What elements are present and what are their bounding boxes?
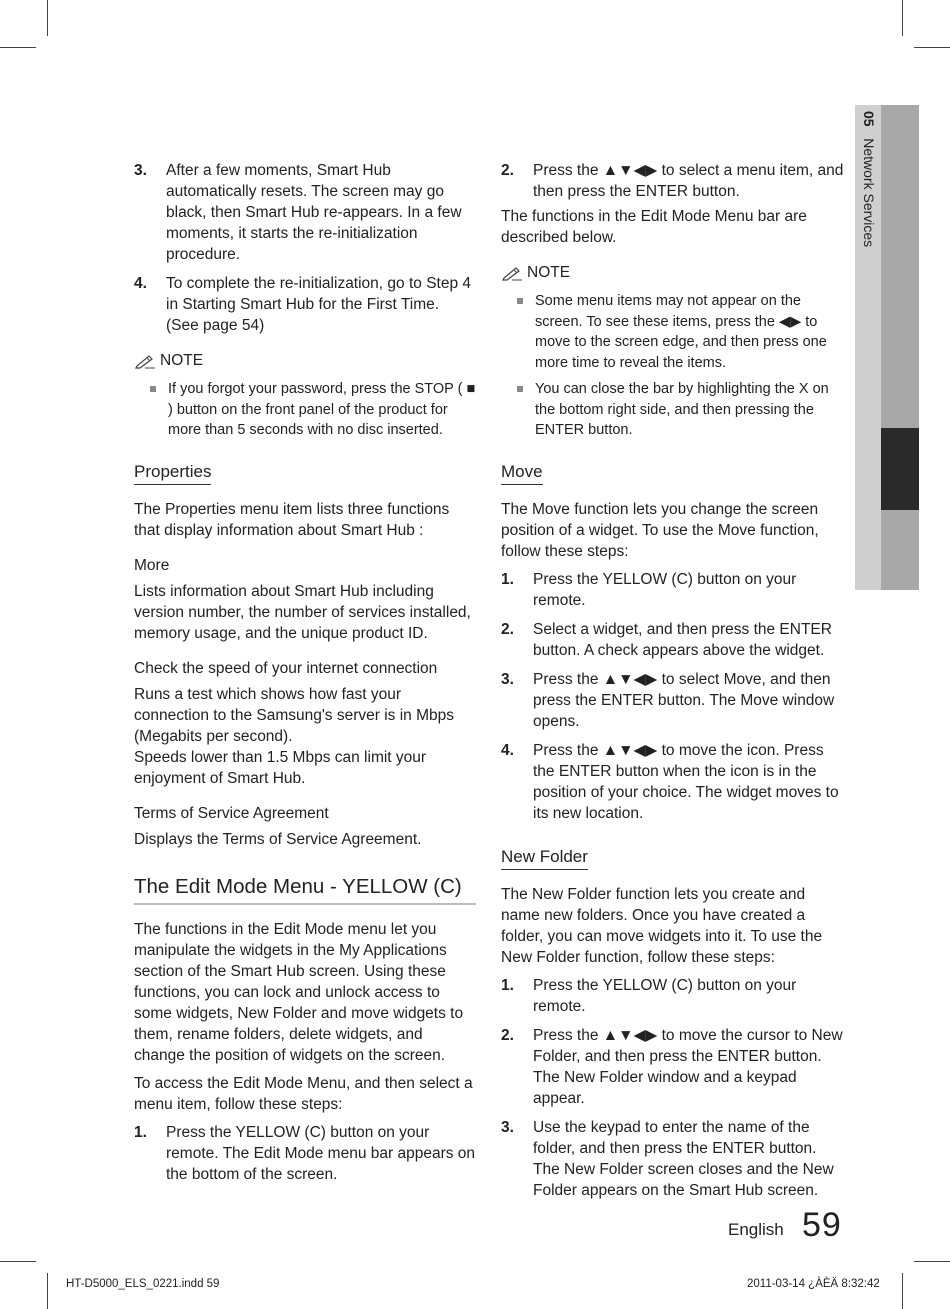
list-item [501, 740, 845, 824]
list-item [501, 569, 845, 611]
left-column [134, 160, 476, 1193]
subheading-speed: Check the speed of your internet connection [134, 659, 438, 677]
subheading-more: More [134, 556, 170, 574]
step-text: Press the ▲▼◀▶ to select a menu item, and then press the ENTER button. [533, 162, 844, 200]
note-label: NOTE [160, 352, 204, 369]
step-text: Press the YELLOW (C) button on your remote. [533, 976, 797, 1015]
list-item [501, 1117, 845, 1201]
step-number: 2. [501, 620, 514, 638]
paragraph: The functions in the Edit Mode menu let you manipulate the widgets in the My Applications section of the Smart Hub screen. Using these functions, you can lock and unlock access to some widgets, New Folder and move widgets to them, rename folders, delete widgets, and change the position of widgets on the screen. [134, 920, 464, 1064]
step-text: Press the ▲▼◀▶ to move the cursor to New Folder, and then press the ENTER button. The New Folder window and a keypad appear. [533, 1026, 843, 1107]
step-text: Use the keypad to enter the name of the folder, and then press the ENTER button. The New Folder screen closes and the New Folder appears on the Smart Hub screen. [533, 1118, 834, 1199]
list-item [134, 1122, 476, 1185]
file-slug: HT-D5000_ELS_0221.indd 59 [66, 1278, 220, 1290]
list-item [134, 273, 476, 336]
section-heading-new-folder: New Folder [501, 846, 588, 870]
crop-mark [47, 1273, 48, 1309]
note-text: If you forgot your password, press the STOP ( ■ ) button on the front panel of the product for more than 5 seconds with no disc inserted. [168, 381, 476, 438]
crop-mark [914, 47, 950, 48]
crop-mark [902, 0, 903, 36]
step-text: Press the YELLOW (C) button on your remote. The Edit Mode menu bar appears on the bottom of the screen. [166, 1123, 476, 1183]
paragraph: The functions in the Edit Mode Menu bar are described below. [501, 208, 807, 246]
step-text: Press the ▲▼◀▶ to move the icon. Press the ENTER button when the icon is in the position of your choice. The widget moves to its new location. [533, 741, 839, 822]
paragraph: Runs a test which shows how fast your connection to the Samsung's server is in Mbps (Megabits per second). [134, 685, 455, 745]
note-text: You can close the bar by highlighting the X on the bottom right side, and then pressing the ENTER button. [535, 381, 829, 438]
note-item [134, 379, 476, 441]
list-item [501, 160, 845, 202]
footer-language: English [728, 1220, 784, 1239]
crop-mark [914, 1261, 950, 1262]
page-number: 59 [802, 1206, 842, 1244]
step-number: 3. [134, 162, 147, 179]
crop-mark [0, 47, 36, 48]
step-number: 4. [134, 275, 147, 292]
note-item [501, 379, 845, 441]
note-label: NOTE [527, 264, 571, 281]
step-text: Select a widget, and then press the ENTER button. A check appears above the widget. [533, 620, 832, 659]
list-item [501, 975, 845, 1017]
list-item [134, 160, 476, 265]
square-bullet-icon [134, 379, 168, 441]
side-tab-marker [881, 428, 919, 510]
paragraph: The New Folder function lets you create and name new folders. Once you have created a folder, you can move widgets into it. To use the New Folder function, follow these steps: [501, 885, 823, 966]
square-bullet-icon [501, 291, 535, 373]
chapter-label-text: 05 Network Services [861, 111, 877, 248]
paragraph: Speeds lower than 1.5 Mbps can limit your enjoyment of Smart Hub. [134, 748, 427, 787]
crop-mark [902, 1273, 903, 1309]
step-text: To complete the re-initialization, go to Step 4 in Starting Smart Hub for the First Time. (See page 54) [166, 275, 472, 334]
pencil-note-icon [134, 353, 156, 369]
step-text: Press the YELLOW (C) button on your remote. [533, 570, 797, 609]
step-number: 2. [501, 162, 514, 179]
step-number: 3. [501, 670, 514, 688]
note-item [501, 291, 845, 373]
paragraph: Displays the Terms of Service Agreement. [134, 830, 422, 848]
crop-mark [0, 1261, 36, 1262]
step-number: 4. [501, 741, 514, 759]
paragraph: The Move function lets you change the screen position of a widget. To use the Move function, follow these steps: [501, 500, 819, 560]
chapter-label [855, 111, 881, 311]
pencil-note-icon [501, 265, 523, 281]
step-number: 3. [501, 1118, 514, 1136]
section-heading-properties: Properties [134, 461, 211, 485]
chapter-side-tab [855, 105, 919, 590]
step-text: Press the ▲▼◀▶ to select Move, and then press the ENTER button. The Move window opens. [533, 670, 835, 730]
right-column [501, 160, 845, 1209]
list-item [501, 619, 845, 661]
note-text: Some menu items may not appear on the screen. To see these items, press the ◀▶ to move to the screen edge, and then press one more time to reveal the items. [535, 293, 827, 371]
subheading-terms: Terms of Service Agreement [134, 804, 329, 822]
date-slug: 2011-03-14 ¿ÀÈÄ 8:32:42 [747, 1278, 880, 1290]
note-heading [134, 350, 476, 371]
note-heading [501, 262, 845, 283]
step-text: After a few moments, Smart Hub automatically resets. The screen may go black, then Smart Hub re-appears. In a few moments, it starts the re-initialization procedure. [166, 162, 462, 263]
section-heading-move: Move [501, 461, 543, 485]
step-number: 1. [134, 1123, 147, 1141]
paragraph: The Properties menu item lists three functions that display information about Smart Hub : [134, 500, 450, 539]
square-bullet-icon [501, 379, 535, 441]
crop-mark [47, 0, 48, 36]
list-item [501, 669, 845, 732]
list-item [501, 1025, 845, 1109]
step-number: 2. [501, 1026, 514, 1044]
step-number: 1. [501, 976, 514, 994]
edit-mode-heading: The Edit Mode Menu - YELLOW (C) [134, 876, 476, 905]
side-tab-bar [881, 105, 919, 590]
paragraph: Lists information about Smart Hub including version number, the number of services installed, memory usage, and the unique product ID. [134, 582, 471, 642]
paragraph: To access the Edit Mode Menu, and then select a menu item, follow these steps: [134, 1074, 473, 1113]
step-number: 1. [501, 570, 514, 588]
